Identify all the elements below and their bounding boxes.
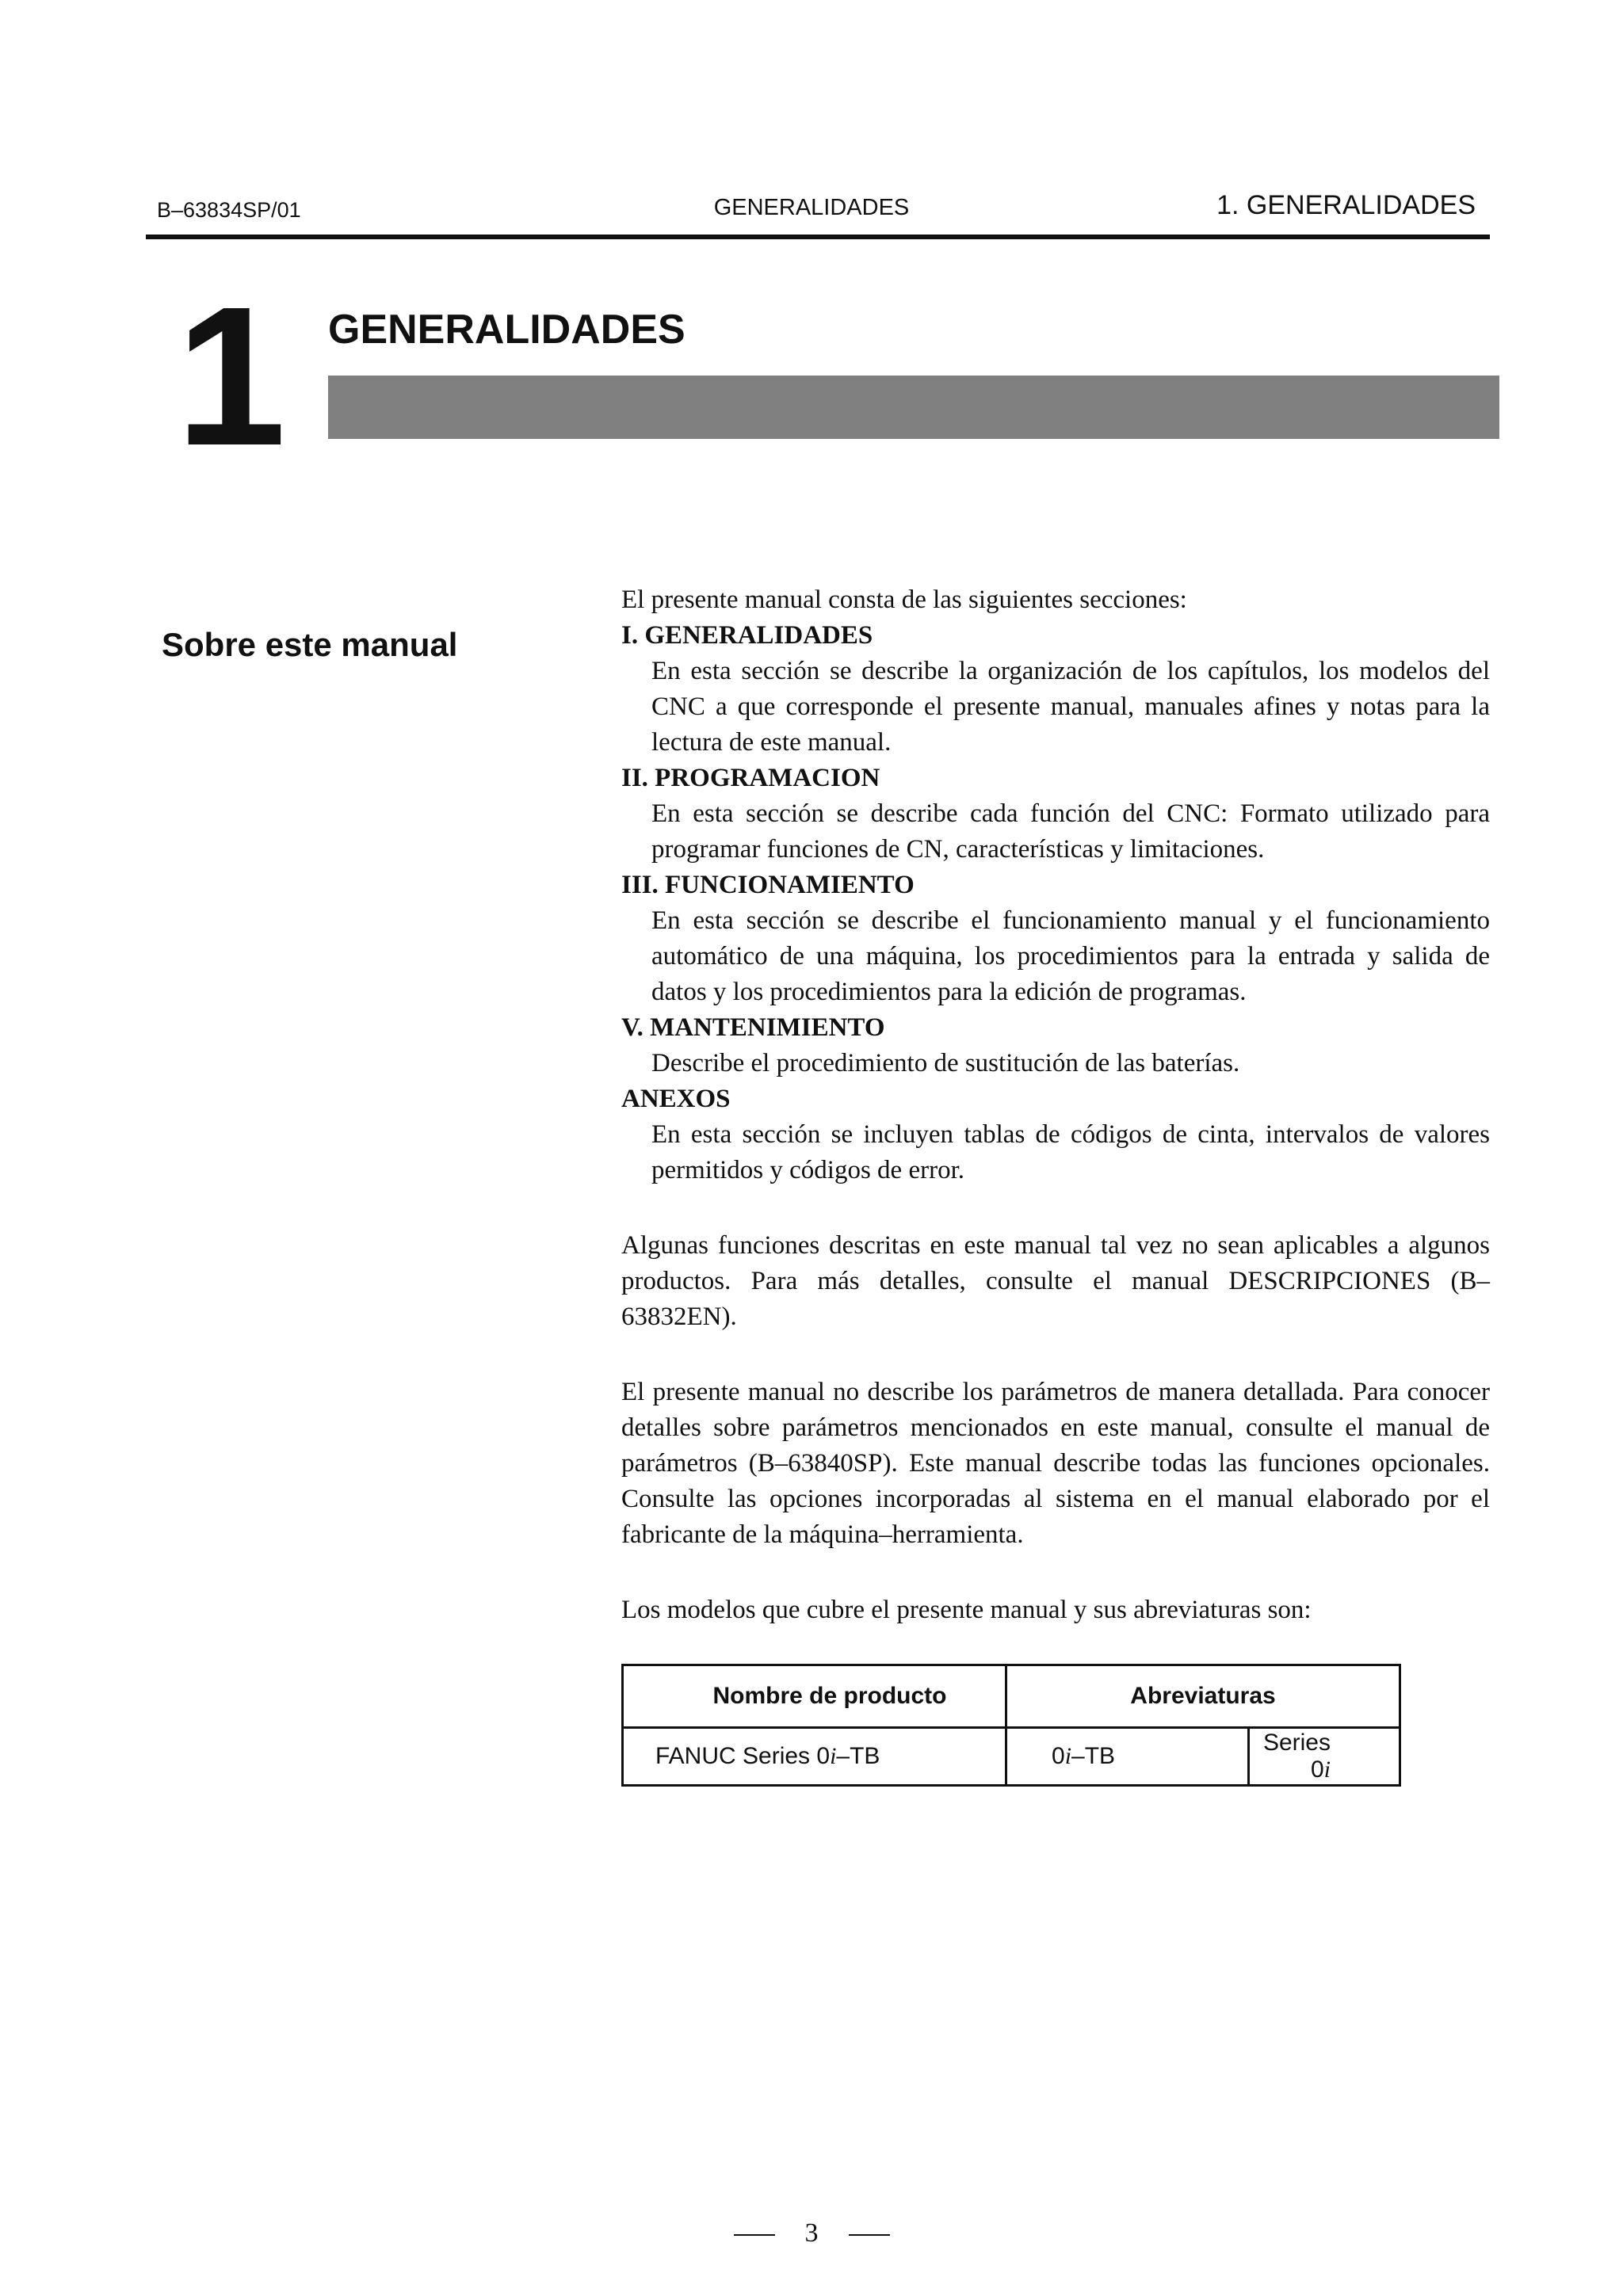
- section-list: [621, 618, 1490, 1188]
- section-content: [621, 582, 1490, 1628]
- page-footer: [0, 2218, 1623, 2248]
- list-item-title: III. FUNCIONAMIENTO: [621, 871, 915, 899]
- abbr-short-prefix: 0: [1052, 1743, 1065, 1769]
- cell-product-name: [623, 1728, 1006, 1786]
- abbr-series-italic: i: [1323, 1756, 1331, 1783]
- paragraph-models-intro: Los modelos que cubre el presente manual y sus abreviaturas son:: [621, 1596, 1312, 1624]
- product-name-prefix: FANUC Series 0: [655, 1743, 831, 1769]
- header-rule: [146, 235, 1490, 239]
- list-item: [621, 868, 1490, 1010]
- table-row: [623, 1728, 1400, 1786]
- list-item-body: En esta sección se describe el funcionamiento manual y el funcionamiento automático de una máquina, los procedimientos para la entrada y salida de datos y los procedimientos para la edición de programas.: [651, 906, 1490, 1006]
- chapter-title: GENERALIDADES: [328, 307, 685, 353]
- section-lead: El presente manual consta de las siguientes secciones:: [621, 585, 1187, 614]
- list-item-title: I. GENERALIDADES: [621, 621, 873, 650]
- abbr-short-suffix: –TB: [1071, 1743, 1116, 1769]
- list-item-body: En esta sección se incluyen tablas de códigos de cinta, intervalos de valores permitidos y códigos de error.: [651, 1120, 1490, 1184]
- abbr-series-prefix: Series 0: [1262, 1730, 1331, 1783]
- cell-abbreviation-series: [1249, 1728, 1400, 1786]
- header-abbreviations: Abreviaturas: [1006, 1665, 1400, 1728]
- list-item: [621, 1010, 1490, 1081]
- list-item-body: Describe el procedimiento de sustitución de las baterías.: [651, 1049, 1240, 1077]
- table-header-row: [623, 1665, 1400, 1728]
- footer-dash-left: [734, 2234, 775, 2236]
- list-item: [621, 618, 1490, 761]
- list-item-body: En esta sección se describe cada función del CNC: Formato utilizado para programar funciones de CN, características y limitaciones.: [651, 799, 1490, 864]
- chapter-title-bar: [328, 376, 1499, 439]
- list-item-title: ANEXOS: [621, 1085, 731, 1113]
- list-item: [621, 761, 1490, 868]
- list-item-body: En esta sección se describe la organización de los capítulos, los modelos del CNC a que corresponde el presente manual, manuales afines y notas para la lectura de este manual.: [651, 657, 1490, 757]
- section-title: Sobre este manual: [162, 626, 458, 663]
- header-doc-code: B–63834SP/01: [157, 198, 301, 222]
- list-item-title: V. MANTENIMIENTO: [621, 1013, 885, 1042]
- page-number: 3: [804, 2218, 819, 2248]
- list-item-title: II. PROGRAMACION: [621, 764, 880, 792]
- cell-abbreviation-short: [1006, 1728, 1249, 1786]
- chapter-number: 1: [176, 265, 287, 486]
- header-product-name: Nombre de producto: [623, 1665, 1006, 1728]
- product-name-suffix: –TB: [836, 1743, 880, 1769]
- paragraph-applicability: Algunas funciones descritas en este manual tal vez no sean aplicables a algunos productos. Para más detalles, consulte el manual DESCRIPCIONES (B–63832EN).: [621, 1231, 1490, 1331]
- footer-dash-right: [849, 2234, 890, 2236]
- product-name-italic: i: [830, 1743, 837, 1769]
- header-chapter-label: 1. GENERALIDADES: [1216, 190, 1476, 220]
- abbr-short-italic: i: [1064, 1743, 1072, 1769]
- paragraph-parameters: El presente manual no describe los parámetros de manera detallada. Para conocer detalles sobre parámetros mencionados en este manual, consulte el manual de parámetros (B–63840SP). Este manual describe todas las funciones opcionales. Consulte las opciones incorporadas al sistema en el manual elaborado por el fabricante de la máquina–herramienta.: [621, 1378, 1490, 1549]
- product-table: [621, 1664, 1401, 1787]
- list-item: [621, 1081, 1490, 1188]
- header-center-title: GENERALIDADES: [713, 195, 910, 220]
